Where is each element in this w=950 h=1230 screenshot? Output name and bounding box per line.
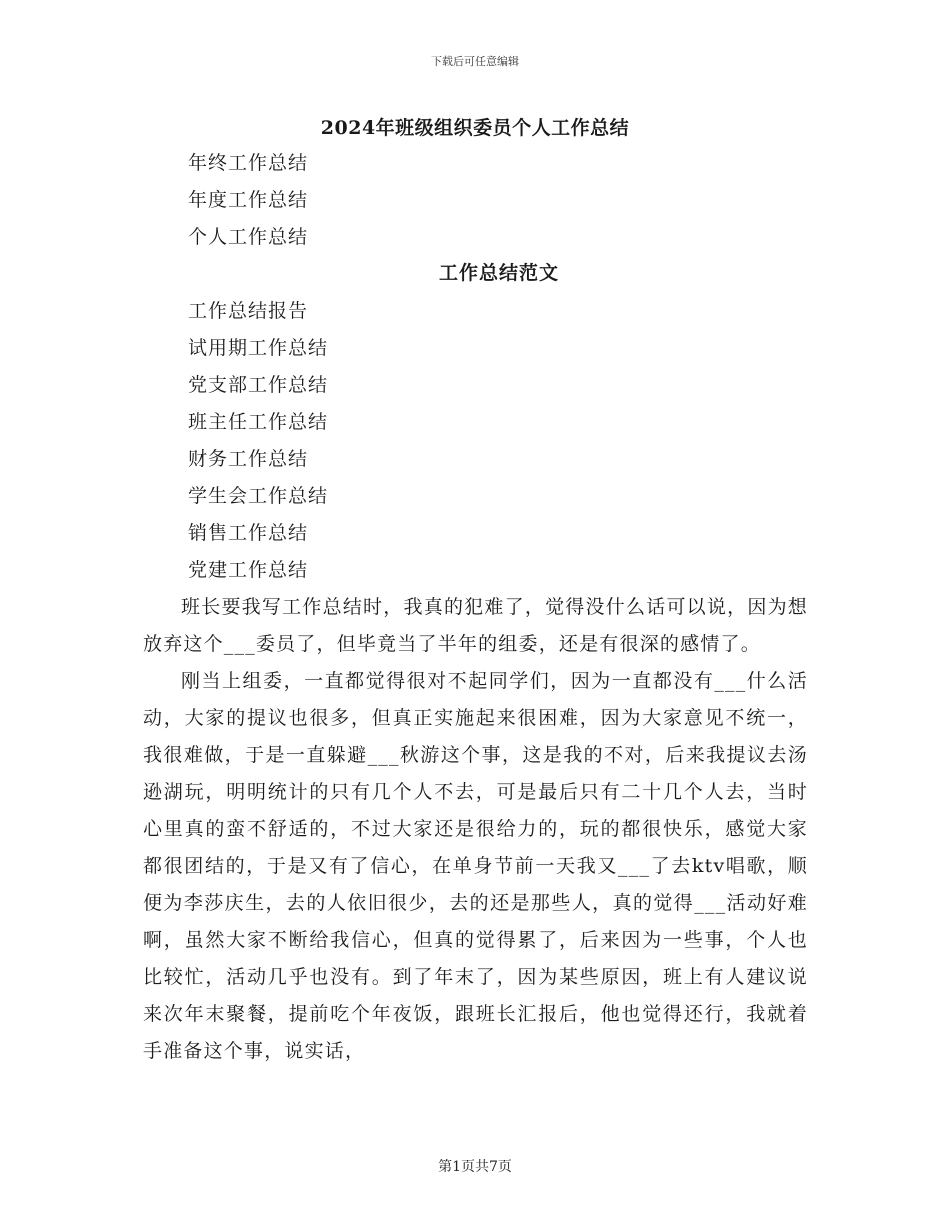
summary-link[interactable]: 个人工作总结: [188, 226, 309, 248]
summary-link[interactable]: 党支部工作总结: [188, 374, 329, 396]
header-note: 下载后可任意编辑: [431, 55, 519, 68]
summary-link[interactable]: 年终工作总结: [188, 152, 309, 174]
page-number: 第1页共7页: [438, 1159, 512, 1175]
summary-link[interactable]: 工作总结报告: [188, 300, 309, 322]
body-text: [143, 589, 808, 1070]
summary-link[interactable]: 销售工作总结: [188, 522, 309, 544]
summary-link[interactable]: 学生会工作总结: [188, 485, 329, 507]
summary-link[interactable]: 试用期工作总结: [188, 337, 329, 359]
summary-link[interactable]: 年度工作总结: [188, 189, 309, 211]
body-paragraph: 刚当上组委，一直都觉得很对不起同学们，因为一直都没有___什么活动，大家的提议也很多，但真正实施起来很困难，因为大家意见不统一，我很难做，于是一直躲避___秋游这个事，这是我的不对，后来我提议去汤逊湖玩，明明统计的只有几个人不去，可是最后只有二十几个人去，当时心里真的蛮不舒适的，不过大家还是很给力的，玩的都很快乐，感觉大家都很团结的，于是又有了信心，在单身节前一天我又___了去ktv唱歌，顺便为李莎庆生，去的人依旧很少，去的还是那些人，真的觉得___活动好难啊，虽然大家不断给我信心，但真的觉得累了，后来因为一些事，个人也比较忙，活动几乎也没有。到了年末了，因为某些原因，班上有人建议说来次年末聚餐，提前吃个年夜饭，跟班长汇报后，他也觉得还行，我就着手准备这个事，说实话，: [143, 670, 808, 1062]
section-title: 工作总结范文: [438, 262, 559, 284]
summary-links-group-2: [188, 293, 328, 589]
body-paragraph: 班长要我写工作总结时，我真的犯难了，觉得没什么话可以说，因为想放弃这个___委员了，但毕竟当了半年的组委，还是有很深的感情了。: [143, 596, 808, 655]
summary-link[interactable]: 班主任工作总结: [188, 411, 329, 433]
summary-links-group-1: [188, 145, 308, 256]
document-title: 2024年班级组织委员个人工作总结: [320, 117, 630, 139]
summary-link[interactable]: 党建工作总结: [188, 559, 309, 581]
summary-link[interactable]: 财务工作总结: [188, 448, 309, 470]
